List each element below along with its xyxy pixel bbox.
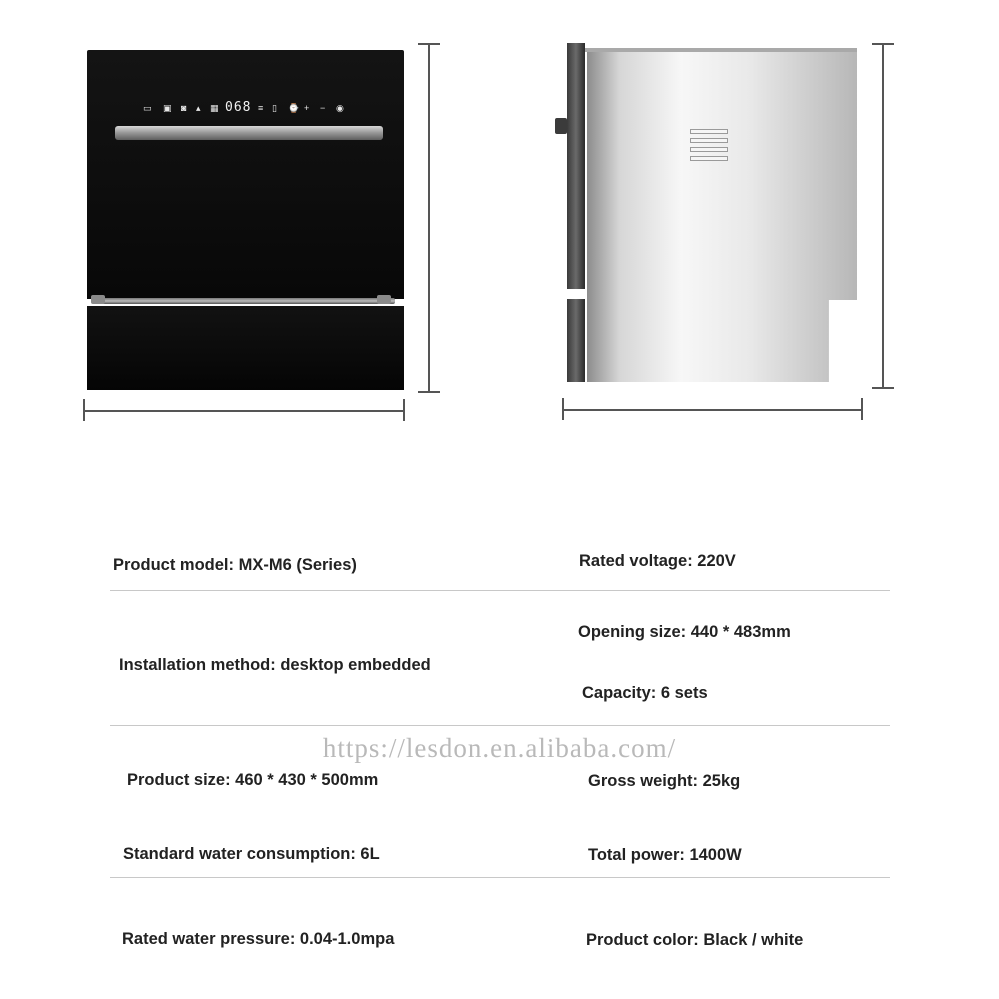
front-height-cap-top [418, 43, 440, 45]
spec-installation-method: Installation method: desktop embedded [119, 656, 431, 674]
dishwasher-front-seam [95, 298, 395, 304]
spec-water-consumption: Standard water consumption: 6L [123, 845, 380, 863]
front-width-cap-right [403, 399, 405, 421]
front-width-dimension [84, 410, 404, 412]
dry-icon: ▴ [196, 103, 201, 113]
table-divider [110, 877, 890, 878]
table-divider [110, 590, 890, 591]
spec-capacity: Capacity: 6 sets [582, 684, 708, 702]
spec-opening-size: Opening size: 440 * 483mm [578, 623, 791, 641]
program-icon: ◙ [181, 103, 187, 113]
half-load-icon: ≡ [258, 103, 264, 113]
control-panel-display: 068 [225, 100, 252, 115]
side-height-cap-bottom [872, 387, 894, 389]
side-height-dimension [882, 43, 884, 389]
dishwasher-side-door-upper [567, 43, 585, 289]
dishwasher-front-lower-panel [87, 306, 404, 390]
side-depth-dimension [563, 409, 862, 411]
spec-gross-weight: Gross weight: 25kg [588, 772, 741, 790]
plus-icon: + [304, 103, 310, 113]
dishwasher-front-upper-panel [87, 50, 404, 299]
spec-product-model: Product model: MX-M6 (Series) [113, 556, 357, 574]
vent-grille-icon [690, 129, 728, 161]
minus-icon: − [320, 103, 326, 113]
spec-total-power: Total power: 1400W [588, 846, 742, 864]
dishwasher-hinge-left [91, 295, 105, 304]
wifi-icon: ▯ [272, 103, 277, 113]
front-height-cap-bottom [418, 391, 440, 393]
spec-product-color: Product color: Black / white [586, 931, 804, 949]
delay-icon: ⌚ [288, 103, 300, 113]
dishwasher-side-handle [555, 118, 567, 134]
watermark-url: https://lesdon.en.alibaba.com/ [322, 733, 677, 763]
dishwasher-side-door-lower [567, 299, 585, 382]
power-icon: ▭ [143, 103, 152, 113]
side-depth-cap-left [562, 398, 564, 420]
front-height-dimension [428, 43, 430, 393]
start-icon: ◉ [336, 103, 344, 113]
front-width-cap-left [83, 399, 85, 421]
spec-product-size: Product size: 460 * 430 * 500mm [127, 771, 379, 789]
spec-rated-voltage: Rated voltage: 220V [579, 552, 736, 570]
dishwasher-side-top-edge [583, 48, 857, 52]
dishwasher-side-body [587, 50, 857, 382]
dishwasher-hinge-right [377, 295, 391, 304]
side-height-cap-top [872, 43, 894, 45]
spec-water-pressure: Rated water pressure: 0.04-1.0mpa [122, 930, 395, 948]
side-depth-cap-right [861, 398, 863, 420]
table-divider [110, 725, 890, 726]
eco-icon: ▦ [210, 103, 219, 113]
lock-icon: ▣ [163, 103, 172, 113]
dishwasher-door-handle [115, 126, 383, 140]
